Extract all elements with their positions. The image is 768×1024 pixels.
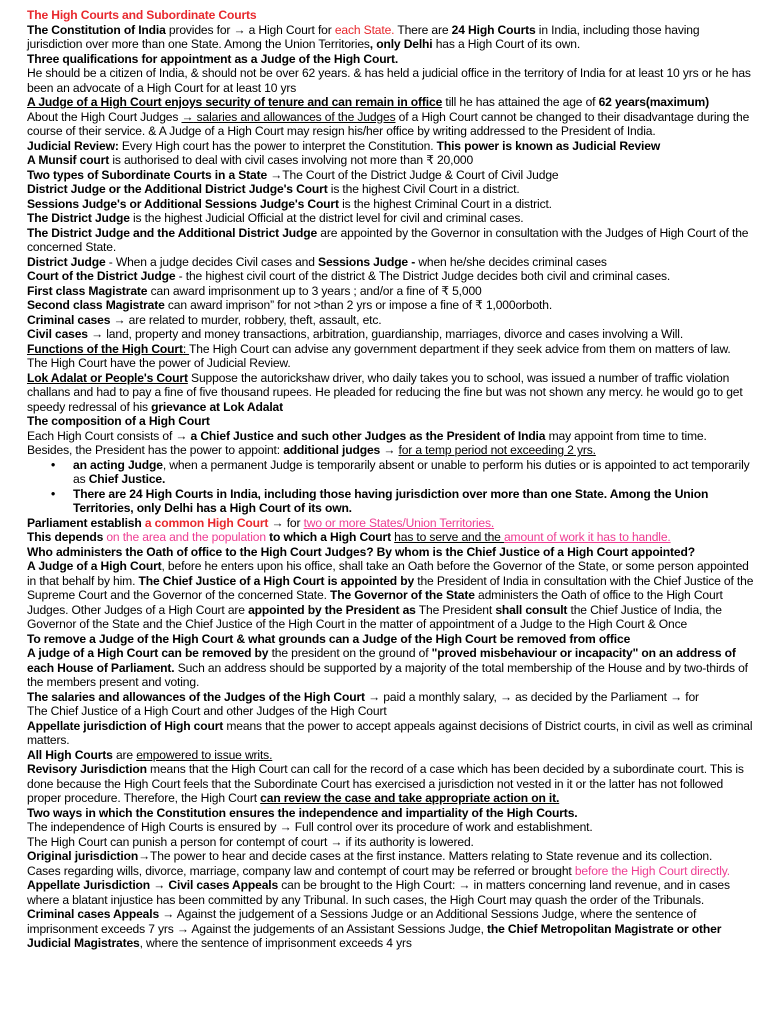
arrow-icon: → [175, 428, 188, 443]
text: A Munsif court [27, 153, 110, 167]
text: Court of the District Judge [27, 269, 176, 283]
para-district-court [27, 182, 754, 197]
para-qualifications: He should be a citizen of India, & should not be over 62 years. & has held a judicial office in the territory of India for at least 10 yrs or he has been an advocate of a High Court for at least 10 yrs [27, 66, 751, 95]
text: This power is known as Judicial Review [436, 138, 661, 153]
text: two or more States/Union Territories. [303, 515, 495, 530]
text: the president on the ground of [268, 646, 432, 660]
text: means that the power to accept appeals against decisions of District courts, in civil as well as criminal matters. [27, 718, 753, 747]
text: About the High Court Judges [27, 109, 182, 124]
text: There are 24 High Courts in India, including those having jurisdiction over more than one State. Among the Union Territories, only Delhi has a High Court of its own. [73, 486, 709, 515]
para-direct-cases [27, 864, 754, 879]
text: - the highest civil court of the district & The District Judge decides both civil and criminal cases. [175, 269, 671, 283]
text: This depends [27, 530, 107, 544]
text: appointed by the President as [248, 602, 416, 617]
para-revisory [27, 762, 754, 806]
text: Appellate Jurisdiction [27, 878, 154, 892]
text: The High Court can punish a person for contempt of court [27, 834, 331, 849]
para-salaries [27, 110, 754, 139]
text: , only Delhi [369, 37, 433, 51]
text: as decided by the Parliament [511, 689, 671, 704]
arrow-icon: → [162, 907, 175, 921]
para-lok-adalat [27, 371, 754, 415]
text: Two types of Subordinate Courts in a State [27, 167, 271, 182]
text: There are [394, 22, 452, 37]
text: can award imprison” for not >than 2 yrs or impose a fine of ₹ 1,000orboth. [164, 298, 553, 312]
text: can review the case and take appropriate action on it. [260, 791, 560, 805]
text: Civil cases [27, 327, 88, 341]
arrow-icon: → [670, 689, 683, 704]
para-judicial-review-power: The High Court have the power of Judicial Review. [27, 356, 291, 370]
document-title [27, 8, 754, 23]
text: an acting Judge [73, 457, 163, 472]
heading-oath: Who administers the Oath of office to the High Court Judges? By whom is the Chief Justice of a High Court appointed? [27, 544, 695, 559]
text: land, property and money transactions, arbitration, guardianship, marriages, divorce and cases involving a Will. [103, 327, 684, 341]
para-second-class [27, 298, 754, 313]
heading-independence: Two ways in which the Constitution ensures the independence and impartiality of the High Courts. [27, 805, 578, 820]
text: in matters concerning land revenue, and in cases where a blatant injustice has been committed by any Tribunal. In such cases, the High Court may quash the order of the Tribunals. [27, 878, 730, 907]
text: has a High Court of its own. [432, 37, 581, 51]
text: for a temp period not exceeding 2 yrs. [398, 443, 596, 457]
text: A Judge of a High Court [27, 559, 162, 573]
text: Lok Adalat or People's Court [27, 370, 188, 385]
text: Full control over its procedure of work and establishment. [291, 820, 593, 834]
text: amount of work it has to handle. [503, 530, 671, 544]
text: The District Judge and the Additional District Judge [27, 225, 318, 240]
text: The independence of High Courts is ensured by [27, 820, 280, 834]
text: Sessions Judge's or Additional Sessions Judge's Court [27, 196, 339, 211]
heading-qualifications: Three qualifications for appointment as a Judge of the High Court. [27, 51, 399, 66]
text: The Governor of the State [330, 588, 475, 602]
text: has to serve and the [394, 530, 504, 544]
para-composition [27, 429, 754, 458]
para-criminal-cases [27, 313, 754, 328]
text: grievance at Lok Adalat [151, 399, 283, 414]
para-independence [27, 820, 754, 835]
text: additional judges [283, 443, 381, 457]
para-first-class [27, 284, 754, 299]
arrow-icon: → [458, 878, 471, 892]
arrow-icon: → [330, 834, 343, 849]
para-criminal-appeals [27, 907, 754, 951]
text: Chief Justice. [88, 472, 166, 486]
text: in India, including those having jurisdiction over more than one State. Among the Union Territories [27, 22, 700, 51]
text: provides for [165, 22, 234, 37]
text: is the highest Judicial Official at the district level for civil and criminal cases. [129, 211, 524, 225]
text: when he/she decides criminal cases [415, 254, 607, 269]
arrow-icon: → [138, 849, 151, 863]
para-munsif [27, 153, 754, 168]
title-text: The High Courts and Subordinate Courts [27, 8, 257, 22]
text: The Court of the District Judge & Court of Civil Judge [282, 167, 559, 182]
text: Judicial Review: [27, 138, 119, 153]
text: The President [415, 602, 496, 617]
text: Each High Court consists of [27, 428, 176, 443]
text: Criminal cases [27, 312, 111, 327]
para-original [27, 849, 754, 864]
para-removal [27, 646, 754, 690]
text: "proved misbehaviour or incapacity" on an address of each House of Parliament. [27, 646, 736, 675]
text: Original jurisdiction [27, 849, 139, 863]
text: is the highest Civil Court in a district. [327, 182, 520, 196]
text: each State. [334, 22, 395, 37]
text: Revisory Jurisdiction [27, 762, 147, 776]
text: The Chief Justice of a High Court is appointed by [138, 573, 415, 588]
para-oath [27, 559, 754, 632]
text: Civil cases Appeals [165, 878, 279, 892]
arrow-icon: → [270, 167, 283, 182]
text: to which a High Court [265, 530, 395, 544]
text: means that the High Court can call for the record of a case which has been decided by a subordinate court. This is done because the High Court feels that the Subordinate Court has exercised a jurisdiction not vested in it or the latter has not followed proper procedure. Therefore, the High Court [27, 762, 744, 805]
para-sessions-court [27, 197, 754, 212]
para-common-court [27, 516, 754, 531]
text: the Chief Justice of India, the Governor of the State and the Chief Justice of the High Court in the matter of appointment of a Judge to the High Court & Once [27, 602, 722, 631]
arrow-icon: → [176, 921, 189, 936]
text: may appoint from time to time. Besides, the President has the power to appoint: [27, 428, 707, 457]
text: 24 High Courts [451, 22, 536, 37]
text: Against the judgement of a Sessions Judge or an Additional Sessions Judge, where the sentence of imprisonment exceeds 7 yrs [27, 907, 697, 936]
text: District Judge [27, 254, 106, 269]
text: for [682, 689, 699, 704]
text: can award imprisonment up to 3 years ; and/or a fine of ₹ 5,000 [147, 283, 482, 298]
text: of a High Court cannot be changed to their disadvantage during the course of their service. & A Judge of a High Court may resign his/her office by writing addressed to the President of India. [27, 109, 750, 138]
text: District Judge or the Additional District Judge's Court [27, 182, 328, 196]
arrow-icon: → [153, 878, 166, 892]
para-judicial-review [27, 139, 754, 154]
text: the President of India in consultation with the Chief Justice of the Supreme Court and the Governor of the concerned State. [27, 573, 754, 602]
para-depends [27, 530, 754, 545]
bullet-list [27, 458, 754, 516]
arrow-icon: → [279, 820, 292, 834]
arrow-icon: → [383, 443, 396, 457]
text: All High Courts [27, 747, 113, 762]
text: Cases regarding wills, divorce, marriage, company law and contempt of court may be referred or brought [27, 863, 575, 878]
para-appellate [27, 719, 754, 748]
text: Functions of the High Court [27, 341, 183, 356]
text: a High Court for [245, 22, 335, 37]
text: shall consult [495, 602, 568, 617]
para-subordinate-types [27, 168, 754, 183]
text: till he has attained the age of [442, 95, 599, 109]
text: administers the Oath of office to the High Court Judges. Other Judges of a High Court are [27, 588, 723, 617]
text: the Chief Metropolitan Magistrate or other Judicial Magistrates [27, 921, 722, 950]
para-salaries-judges [27, 690, 754, 705]
text: Second class Magistrate [27, 298, 165, 312]
text: Every High court has the power to interpret the Constitution. [118, 138, 437, 153]
para-constitution [27, 23, 754, 52]
list-item [73, 458, 754, 487]
text: a Chief Justice and such other Judges as the President of India [187, 428, 546, 443]
text: : [182, 341, 190, 356]
para-court-district-judge [27, 269, 754, 284]
para-district-vs-sessions [27, 255, 754, 270]
arrow-icon: → [271, 515, 284, 530]
heading-composition: The composition of a High Court [27, 414, 210, 428]
text: 62 years(maximum) [598, 95, 709, 109]
para-district-judge [27, 211, 754, 226]
list-item [73, 487, 754, 516]
text: Sessions Judge - [318, 254, 416, 269]
text: on the area and the population [106, 530, 266, 544]
para-appellate-civil [27, 878, 754, 907]
arrow-icon: → [499, 689, 512, 704]
text: can be brought to the High Court: [278, 878, 459, 892]
text: Parliament establish [27, 515, 145, 530]
text: for [283, 515, 304, 530]
text: paid a monthly salary, [380, 689, 500, 704]
text: A judge of a High Court can be removed by [27, 646, 269, 660]
text: First class Magistrate [27, 283, 148, 298]
text: The power to hear and decide cases at the first instance. Matters relating to State revenue and its collection. [150, 849, 713, 863]
text: are related to murder, robbery, theft, assault, etc. [125, 312, 382, 327]
text: Suppose the autorickshaw driver, who daily takes you to school, was issued a number of traffic violation challans and had to pay a fine of five thousand rupees. He pleaded for reducing the fine but was not shown any mercy. he would go to get speedy redressal of his [27, 370, 743, 414]
para-contempt [27, 835, 754, 850]
text: The Constitution of India [27, 22, 166, 37]
text: are [112, 747, 137, 762]
heading-removal: To remove a Judge of the High Court & what grounds can a Judge of the High Court be removed from office [27, 631, 631, 646]
arrow-icon: → [368, 689, 381, 704]
text: a common High Court [144, 515, 269, 530]
arrow-icon: → [181, 109, 194, 124]
text: A Judge of a High Court enjoys security of tenure and can remain in office [27, 95, 443, 109]
text: Such an address should be supported by a majority of the total membership of the House and by two-thirds of the members present and voting. [27, 660, 748, 689]
text: The High Court can advise any government department if they seek advice from them on matters of law. [189, 341, 731, 356]
arrow-icon: → [91, 327, 104, 341]
text: Against the judgements of an Assistant Sessions Judge, [188, 921, 487, 936]
text: , when a permanent Judge is temporarily absent or unable to perform his duties or is appointed to act temporarily as [73, 457, 750, 486]
text: empowered to issue writs. [136, 747, 273, 762]
text: before the High Court directly. [574, 863, 730, 878]
para-chief-and-judges: The Chief Justice of a High Court and other Judges of the High Court [27, 704, 387, 718]
para-tenure [27, 95, 754, 110]
para-appointment-district [27, 226, 754, 255]
text: , where the sentence of imprisonment exceeds 4 yrs [139, 936, 412, 950]
para-civil-cases [27, 327, 754, 342]
text: - When a judge decides Civil cases and [105, 254, 319, 269]
text: , before he enters upon his office, shall take an Oath before the Governor of the State, or some person appointed in that behalf by him. [27, 559, 749, 588]
text: is the highest Criminal Court in a district. [338, 196, 552, 211]
para-functions [27, 342, 754, 357]
text: Criminal cases Appeals [27, 907, 163, 921]
text: are appointed by the Governor in consultation with the Judges of High Court of the concerned State. [27, 225, 749, 254]
arrow-icon: → [233, 22, 246, 37]
text: The salaries and allowances of the Judges of the High Court [27, 689, 369, 704]
arrow-icon: → [113, 312, 126, 327]
para-writs [27, 748, 754, 763]
text: if its authority is lowered. [342, 834, 474, 849]
text: is authorised to deal with civil cases involving not more than ₹ 20,000 [109, 153, 474, 167]
text: Appellate jurisdiction of High court [27, 718, 224, 733]
text: The District Judge [27, 211, 130, 225]
text: salaries and allowances of the Judges [193, 109, 396, 124]
